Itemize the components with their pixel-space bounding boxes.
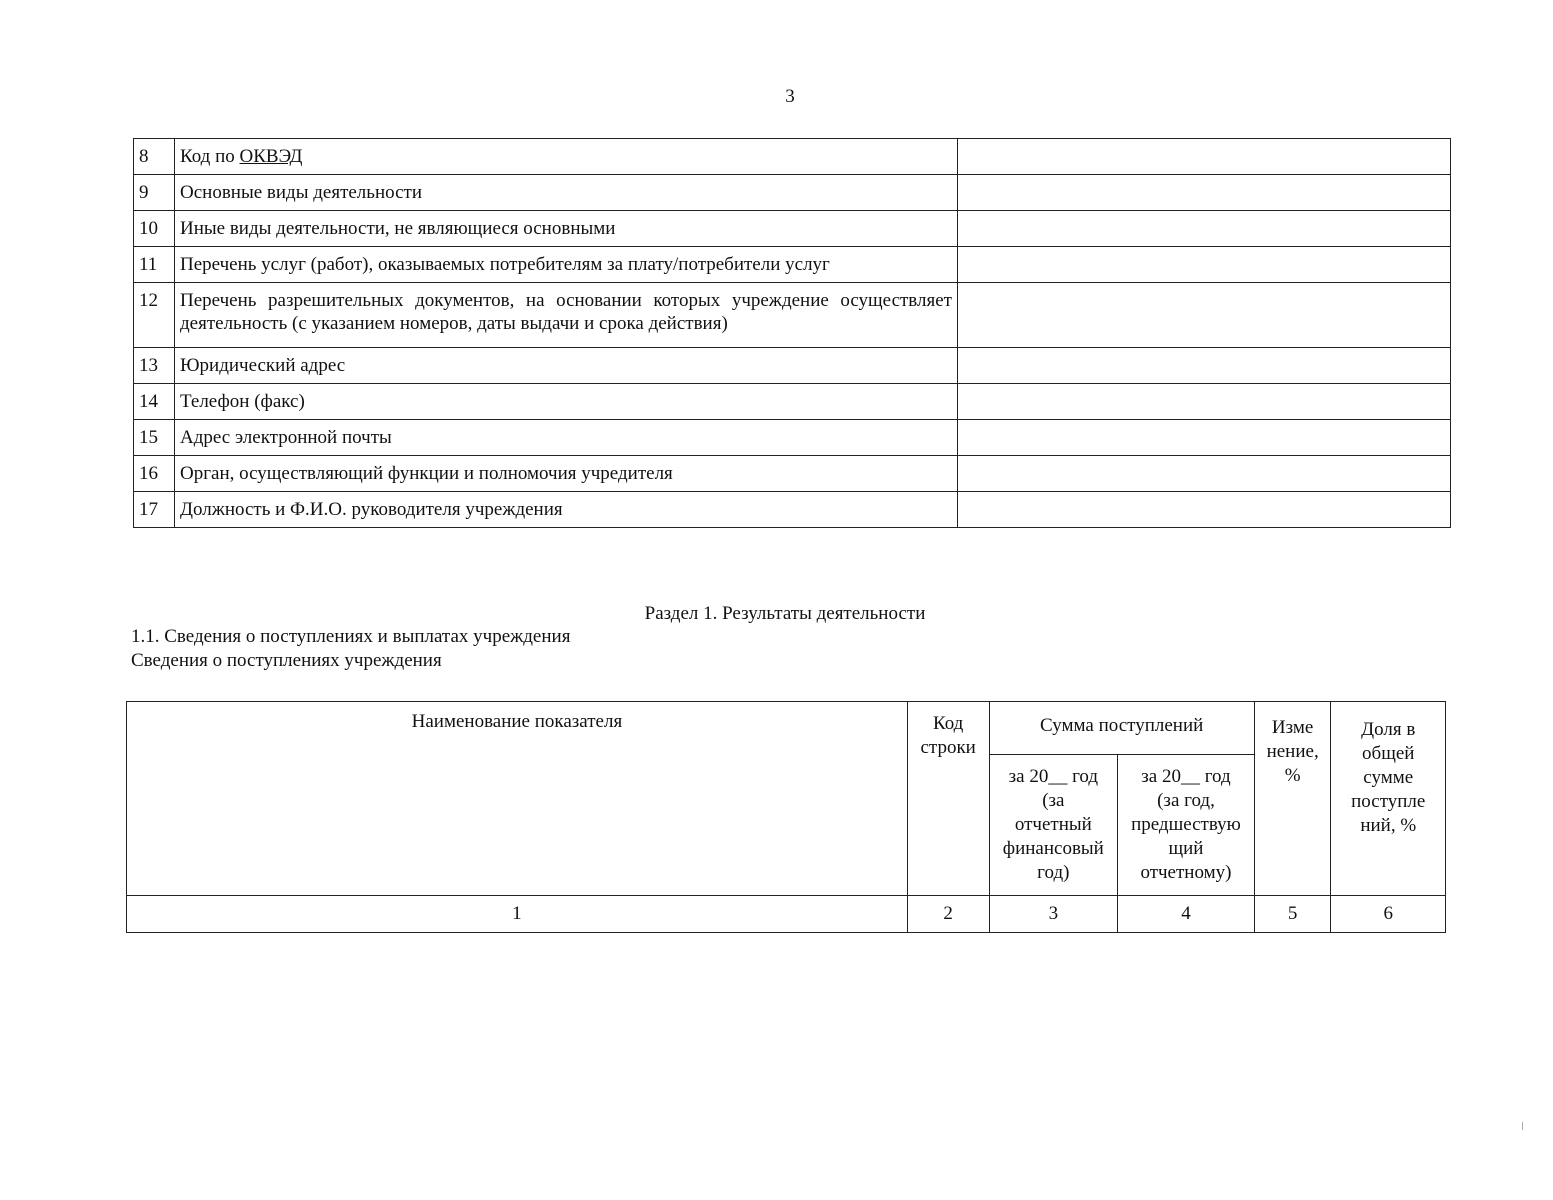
row-value[interactable]	[958, 211, 1451, 247]
row-label: Основные виды деятельности	[175, 175, 958, 211]
header-line: щий	[1168, 838, 1204, 859]
header-indicator: Наименование показателя	[127, 702, 908, 896]
row-number: 17	[134, 492, 175, 528]
row-label	[175, 139, 958, 175]
table-caption: Сведения о поступлениях учреждения	[131, 650, 442, 671]
row-value[interactable]	[958, 175, 1451, 211]
row-label: Орган, осуществляющий функции и полномочия учредителя	[175, 456, 958, 492]
table-row	[134, 348, 1451, 384]
header-line: отчетный	[1014, 814, 1092, 835]
subsection-title: 1.1. Сведения о поступлениях и выплатах учреждения	[131, 626, 571, 647]
row-number: 13	[134, 348, 175, 384]
row-value[interactable]	[958, 247, 1451, 283]
header-line: за 20__ год	[1008, 766, 1099, 787]
column-number: 3	[989, 896, 1118, 933]
table-row	[134, 247, 1451, 283]
table-row	[134, 384, 1451, 420]
header-line: финансовый	[1002, 838, 1104, 859]
row-value[interactable]	[958, 456, 1451, 492]
page-number: 3	[785, 86, 795, 107]
row-number: 8	[134, 139, 175, 175]
header-line: строки	[920, 737, 976, 758]
table-row	[134, 283, 1451, 348]
column-number: 6	[1331, 896, 1446, 933]
organization-info-table	[133, 138, 1451, 528]
row-value[interactable]	[958, 384, 1451, 420]
header-receipts-sum: Сумма поступлений	[989, 702, 1254, 755]
header-line: Код	[932, 713, 964, 734]
header-line: ний, %	[1360, 815, 1417, 836]
row-value[interactable]	[958, 420, 1451, 456]
row-label: Иные виды деятельности, не являющиеся основными	[175, 211, 958, 247]
row-label: Телефон (факс)	[175, 384, 958, 420]
row-label: Юридический адрес	[175, 348, 958, 384]
table-row	[134, 139, 1451, 175]
row-value[interactable]	[958, 348, 1451, 384]
table-row	[134, 211, 1451, 247]
header-line: (за год,	[1157, 790, 1215, 811]
row-label: Адрес электронной почты	[175, 420, 958, 456]
header-line: Доля в	[1361, 719, 1416, 740]
row-number: 12	[134, 283, 175, 348]
header-share	[1331, 702, 1446, 896]
row-number: 9	[134, 175, 175, 211]
header-line: %	[1284, 765, 1301, 786]
header-previous-year	[1118, 755, 1255, 896]
row-label: Перечень услуг (работ), оказываемых потребителям за плату/потребители услуг	[175, 247, 958, 283]
table-row	[134, 175, 1451, 211]
okved-link[interactable]: ОКВЭД	[239, 146, 303, 167]
row-label: Перечень разрешительных документов, на основании которых учреждение осуществляет деятельность (с указанием номеров, даты выдачи и срока действия)	[175, 283, 958, 348]
header-line: предшествую	[1131, 814, 1241, 835]
income-table	[126, 701, 1446, 933]
row-value[interactable]	[958, 492, 1451, 528]
header-line: за 20__ год	[1141, 766, 1231, 787]
scan-speck	[1522, 1122, 1523, 1130]
row-number: 15	[134, 420, 175, 456]
row-number: 14	[134, 384, 175, 420]
header-line: поступле	[1351, 791, 1426, 812]
row-value[interactable]	[958, 139, 1451, 175]
row-value[interactable]	[958, 283, 1451, 348]
section-title: Раздел 1. Результаты деятельности	[644, 603, 926, 624]
header-change	[1254, 702, 1331, 896]
table-row	[134, 492, 1451, 528]
column-number: 4	[1118, 896, 1255, 933]
table-row	[134, 456, 1451, 492]
column-number: 1	[127, 896, 908, 933]
okved-prefix: Код по	[180, 146, 240, 167]
row-number: 11	[134, 247, 175, 283]
row-number: 10	[134, 211, 175, 247]
header-row	[127, 702, 1446, 755]
table-row	[134, 420, 1451, 456]
header-line: отчетному)	[1140, 862, 1232, 883]
row-number: 16	[134, 456, 175, 492]
column-numbers-row	[127, 896, 1446, 933]
row-label: Должность и Ф.И.О. руководителя учреждения	[175, 492, 958, 528]
header-line: общей	[1362, 743, 1415, 764]
header-line: Изме	[1271, 717, 1314, 738]
header-row-code	[907, 702, 989, 896]
column-number: 2	[907, 896, 989, 933]
header-line: нение,	[1266, 741, 1319, 762]
header-reporting-year	[989, 755, 1118, 896]
header-line: год)	[1037, 862, 1070, 883]
column-number: 5	[1254, 896, 1331, 933]
header-line: (за	[1042, 790, 1065, 811]
header-line: сумме	[1363, 767, 1414, 788]
